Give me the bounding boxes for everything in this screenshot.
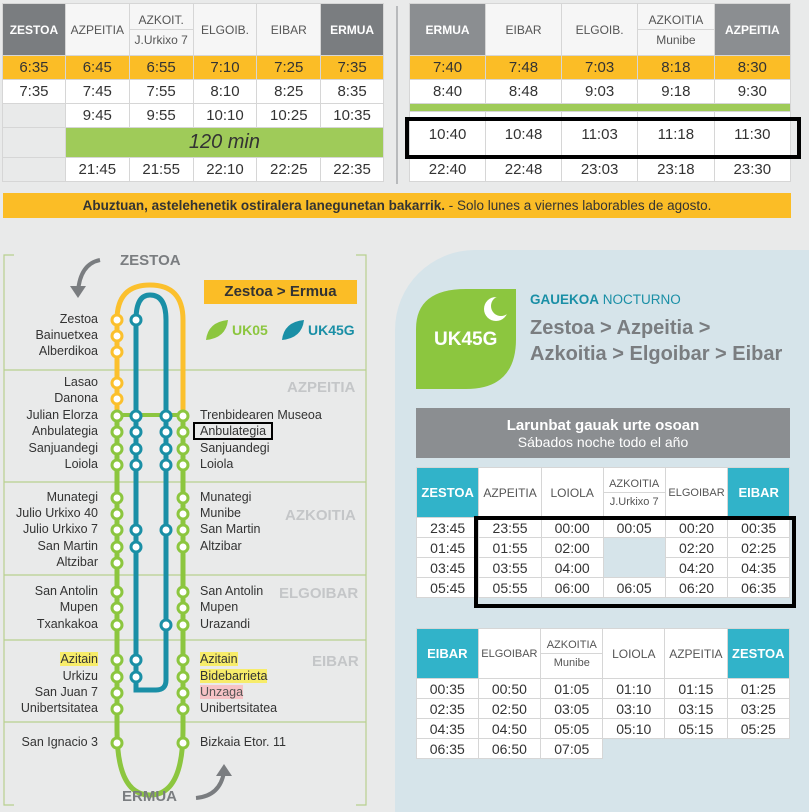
stop-julian-elorza: Julian Elorza bbox=[26, 408, 98, 422]
header-elgoibar: ELGOIB. bbox=[561, 4, 637, 56]
banner-spanish: Sábados noche todo el año bbox=[517, 434, 689, 450]
stop-anbulategia: Anbulategia bbox=[31, 424, 98, 438]
stop-san-juan-7: San Juan 7 bbox=[34, 685, 98, 699]
table-row: 03:45 03:55 04:00 04:20 04:35 bbox=[417, 558, 790, 578]
stop-munibe: Munibe bbox=[200, 506, 241, 520]
stop-altzibar: Altzibar bbox=[56, 555, 98, 569]
stop-mupen: Mupen bbox=[59, 600, 98, 614]
banner-basque: Larunbat gauak urte osoan bbox=[506, 417, 700, 434]
table-row: 9:45 9:55 10:10 10:25 10:35 bbox=[3, 104, 384, 128]
header-elgoibar: ELGOIBAR bbox=[665, 468, 728, 518]
stop-sanjuandegi: Sanjuandegi bbox=[28, 441, 98, 455]
stop-munategi: Munategi bbox=[46, 490, 98, 504]
zone-eibar: EIBAR bbox=[312, 653, 359, 670]
table-row: 23:45 23:55 00:00 00:05 00:20 00:35 bbox=[417, 518, 790, 538]
header-zestoa: ZESTOA bbox=[3, 4, 66, 56]
map-top-label: ZESTOA bbox=[120, 252, 181, 269]
header-elgoibar: ELGOIB. bbox=[193, 4, 257, 56]
stop-unibertsitatea-right: Unibertsitatea bbox=[200, 701, 278, 715]
table-row: 6:35 6:45 6:55 7:10 7:25 7:35 bbox=[3, 56, 384, 80]
map-bottom-label: ERMUA bbox=[122, 788, 177, 805]
table-row: 05:45 05:55 06:00 06:05 06:20 06:35 bbox=[417, 578, 790, 598]
stop-bizkaia-etor-11: Bizkaia Etor. 11 bbox=[200, 735, 286, 749]
stop-bidebarrieta: Bidebarrieta bbox=[200, 669, 268, 683]
header-azpeitia: AZPEITIA bbox=[665, 629, 727, 679]
table-row: 22:40 22:48 23:03 23:18 23:30 bbox=[410, 158, 791, 182]
direction-label: Zestoa > Ermua bbox=[204, 280, 357, 304]
header-eibar: EIBAR bbox=[257, 4, 321, 56]
table-row: 01:45 01:55 02:00 02:20 02:25 bbox=[417, 538, 790, 558]
legend-uk45g: UK45G bbox=[308, 322, 355, 338]
header-azpeitia: AZPEITIA bbox=[714, 4, 790, 56]
zone-azpeitia: AZPEITIA bbox=[287, 379, 356, 396]
stop-julio-urkixo-7: Julio Urkixo 7 bbox=[22, 522, 98, 536]
stop-san-ignacio-3: San Ignacio 3 bbox=[21, 735, 98, 749]
stop-san-martin-right: San Martin bbox=[200, 522, 261, 536]
header-eibar: EIBAR bbox=[417, 629, 479, 679]
route-map bbox=[0, 250, 390, 812]
header-ermua: ERMUA bbox=[410, 4, 486, 56]
zone-elgoibar: ELGOIBAR bbox=[279, 585, 359, 602]
night-timetable-return bbox=[416, 628, 790, 759]
stop-urkizu: Urkizu bbox=[62, 669, 98, 683]
stop-alberdikoa: Alberdikoa bbox=[38, 344, 98, 358]
route-line-1: Zestoa > Azpeitia > bbox=[530, 317, 711, 339]
selection-box bbox=[474, 516, 796, 608]
stop-san-antolin-right: San Antolin bbox=[200, 584, 264, 598]
notice-basque: Abuztuan, astelehenetik ostiralera lanegunetan bakarrik. bbox=[82, 198, 445, 213]
table-row: 7:40 7:48 7:03 8:18 8:30 bbox=[410, 56, 791, 80]
stop-munategi-right: Munategi bbox=[200, 490, 252, 504]
stop-bainuetxea: Bainuetxea bbox=[35, 328, 98, 342]
header-eibar: EIBAR bbox=[728, 468, 790, 518]
header-azkoitia: AZKOITIA Munibe bbox=[638, 4, 714, 56]
header-loiola: LOIOLA bbox=[603, 629, 665, 679]
notice-spanish: - Solo lunes a viernes laborables de agosto. bbox=[444, 198, 712, 213]
stop-lasao: Lasao bbox=[63, 375, 98, 389]
stop-zestoa: Zestoa bbox=[59, 312, 98, 326]
notice-bar bbox=[3, 193, 791, 218]
selection-box bbox=[405, 117, 801, 159]
route-line-2: Azkoitia > Elgoibar > Eibar bbox=[530, 343, 783, 365]
table-row: 06:35 06:50 07:05 bbox=[417, 739, 790, 759]
stop-altzibar-right: Altzibar bbox=[200, 539, 242, 553]
header-azkoitia: AZKOIT. J.Urkixo 7 bbox=[129, 4, 193, 56]
header-azkoitia: AZKOITIA J.Urkixo 7 bbox=[603, 468, 665, 518]
schedule-banner bbox=[416, 408, 790, 458]
interval-label: 120 min bbox=[65, 128, 383, 158]
table-row: 8:40 8:48 9:03 9:18 9:30 bbox=[410, 80, 791, 104]
stop-unibertsitatea: Unibertsitatea bbox=[20, 701, 98, 715]
stop-danona: Danona bbox=[54, 391, 98, 405]
stop-trenbidearen-museoa: Trenbidearen Museoa bbox=[200, 408, 322, 422]
table-row: 21:45 21:55 22:10 22:25 22:35 bbox=[3, 158, 384, 182]
header-azpeitia: AZPEITIA bbox=[65, 4, 129, 56]
table-row: 04:35 04:50 05:05 05:10 05:15 05:25 bbox=[417, 719, 790, 739]
stop-san-martin: San Martin bbox=[37, 539, 98, 553]
column-divider bbox=[396, 6, 398, 184]
stop-urazandi: Urazandi bbox=[200, 617, 251, 631]
timetable-zestoa-ermua bbox=[2, 3, 384, 182]
header-azpeitia: AZPEITIA bbox=[479, 468, 541, 518]
table-row: 7:35 7:45 7:55 8:10 8:25 8:35 bbox=[3, 80, 384, 104]
header-zestoa: ZESTOA bbox=[417, 468, 479, 518]
zone-azkoitia: AZKOITIA bbox=[285, 507, 356, 524]
stop-loiola: Loiola bbox=[64, 457, 98, 471]
header-loiola: LOIOLA bbox=[541, 468, 603, 518]
stop-sanjuandegi-right: Sanjuandegi bbox=[200, 441, 270, 455]
highlighted-row[interactable]: 10:40 10:48 11:03 11:18 11:30 bbox=[410, 112, 791, 158]
header-elgoibar: ELGOIBAR bbox=[478, 629, 541, 679]
header-ermua: ERMUA bbox=[321, 4, 384, 56]
stop-san-antolin: San Antolin bbox=[34, 584, 98, 598]
header-azkoitia: AZKOITIA Munibe bbox=[541, 629, 603, 679]
stop-julio-urkixo-40: Julio Urkixo 40 bbox=[16, 506, 98, 520]
header-eibar: EIBAR bbox=[486, 4, 562, 56]
header-zestoa: ZESTOA bbox=[727, 629, 789, 679]
stop-anbulategia-right[interactable]: Anbulategia bbox=[193, 422, 273, 440]
stop-azitain-right: Azitain bbox=[200, 652, 238, 666]
legend-uk05: UK05 bbox=[232, 322, 268, 338]
interval-row bbox=[3, 128, 384, 158]
stop-txankakoa: Txankakoa bbox=[36, 617, 98, 631]
badge-label: UK45G bbox=[434, 329, 498, 350]
stop-mupen-right: Mupen bbox=[200, 600, 239, 614]
interval-row bbox=[410, 104, 791, 112]
table-row: 00:35 00:50 01:05 01:10 01:15 01:25 bbox=[417, 679, 790, 699]
table-row: 02:35 02:50 03:05 03:10 03:15 03:25 bbox=[417, 699, 790, 719]
uk45g-badge bbox=[416, 289, 516, 389]
stop-unzaga: Unzaga bbox=[200, 685, 244, 699]
stop-loiola-right: Loiola bbox=[200, 457, 234, 471]
stop-azitain: Azitain bbox=[60, 652, 98, 666]
service-type: GAUEKOA NOCTURNO bbox=[530, 292, 681, 307]
